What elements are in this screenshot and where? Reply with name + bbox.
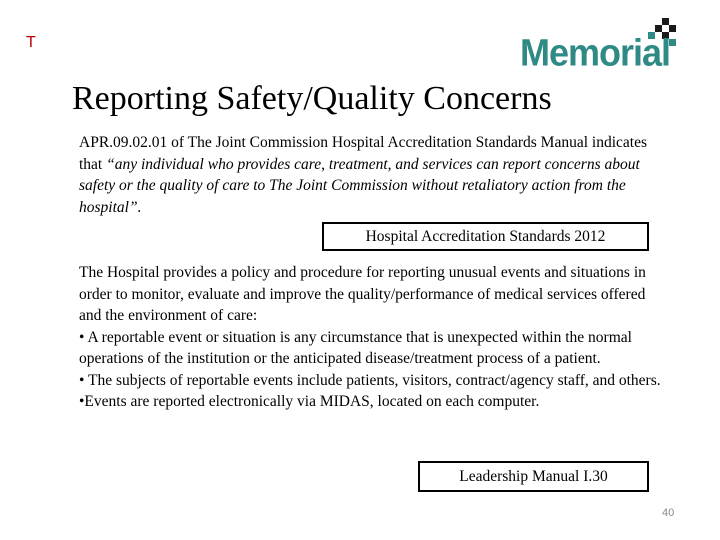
standards-quote: “any individual who provides care, treatment, and services can report concerns about safety or the quality of care to The Joint Commission without retaliatory action from the hospital”. (79, 155, 640, 216)
page-number: 40 (662, 507, 675, 519)
memorial-logo (520, 18, 690, 76)
policy-line: The Hospital provides a policy and procedure for reporting unusual events and situations in order to monitor, evaluate and improve the quality/performance of medical services offered and the environment of care: (79, 264, 646, 324)
citation-hospital-standards: Hospital Accreditation Standards 2012 (322, 222, 649, 251)
corner-mark: T (26, 34, 36, 51)
citation-leadership-manual: Leadership Manual I.30 (418, 461, 649, 492)
policy-paragraph (79, 262, 669, 413)
standards-paragraph (79, 132, 669, 218)
logo-wordmark: Memorial (520, 30, 671, 74)
slide-title: Reporting Safety/Quality Concerns (72, 80, 552, 117)
standards-intro: APR.09.02.01 of The Joint Commission Hospital Accreditation Standards Manual indicates that (79, 134, 647, 173)
policy-bullet: •Events are reported electronically via MIDAS, located on each computer. (79, 393, 540, 410)
policy-bullet: • The subjects of reportable events include patients, visitors, contract/agency staff, and others. (79, 371, 661, 389)
policy-bullet: • A reportable event or situation is any circumstance that is unexpected within the normal operations of the institution or the anticipated disease/treatment process of a patient. (79, 328, 632, 367)
